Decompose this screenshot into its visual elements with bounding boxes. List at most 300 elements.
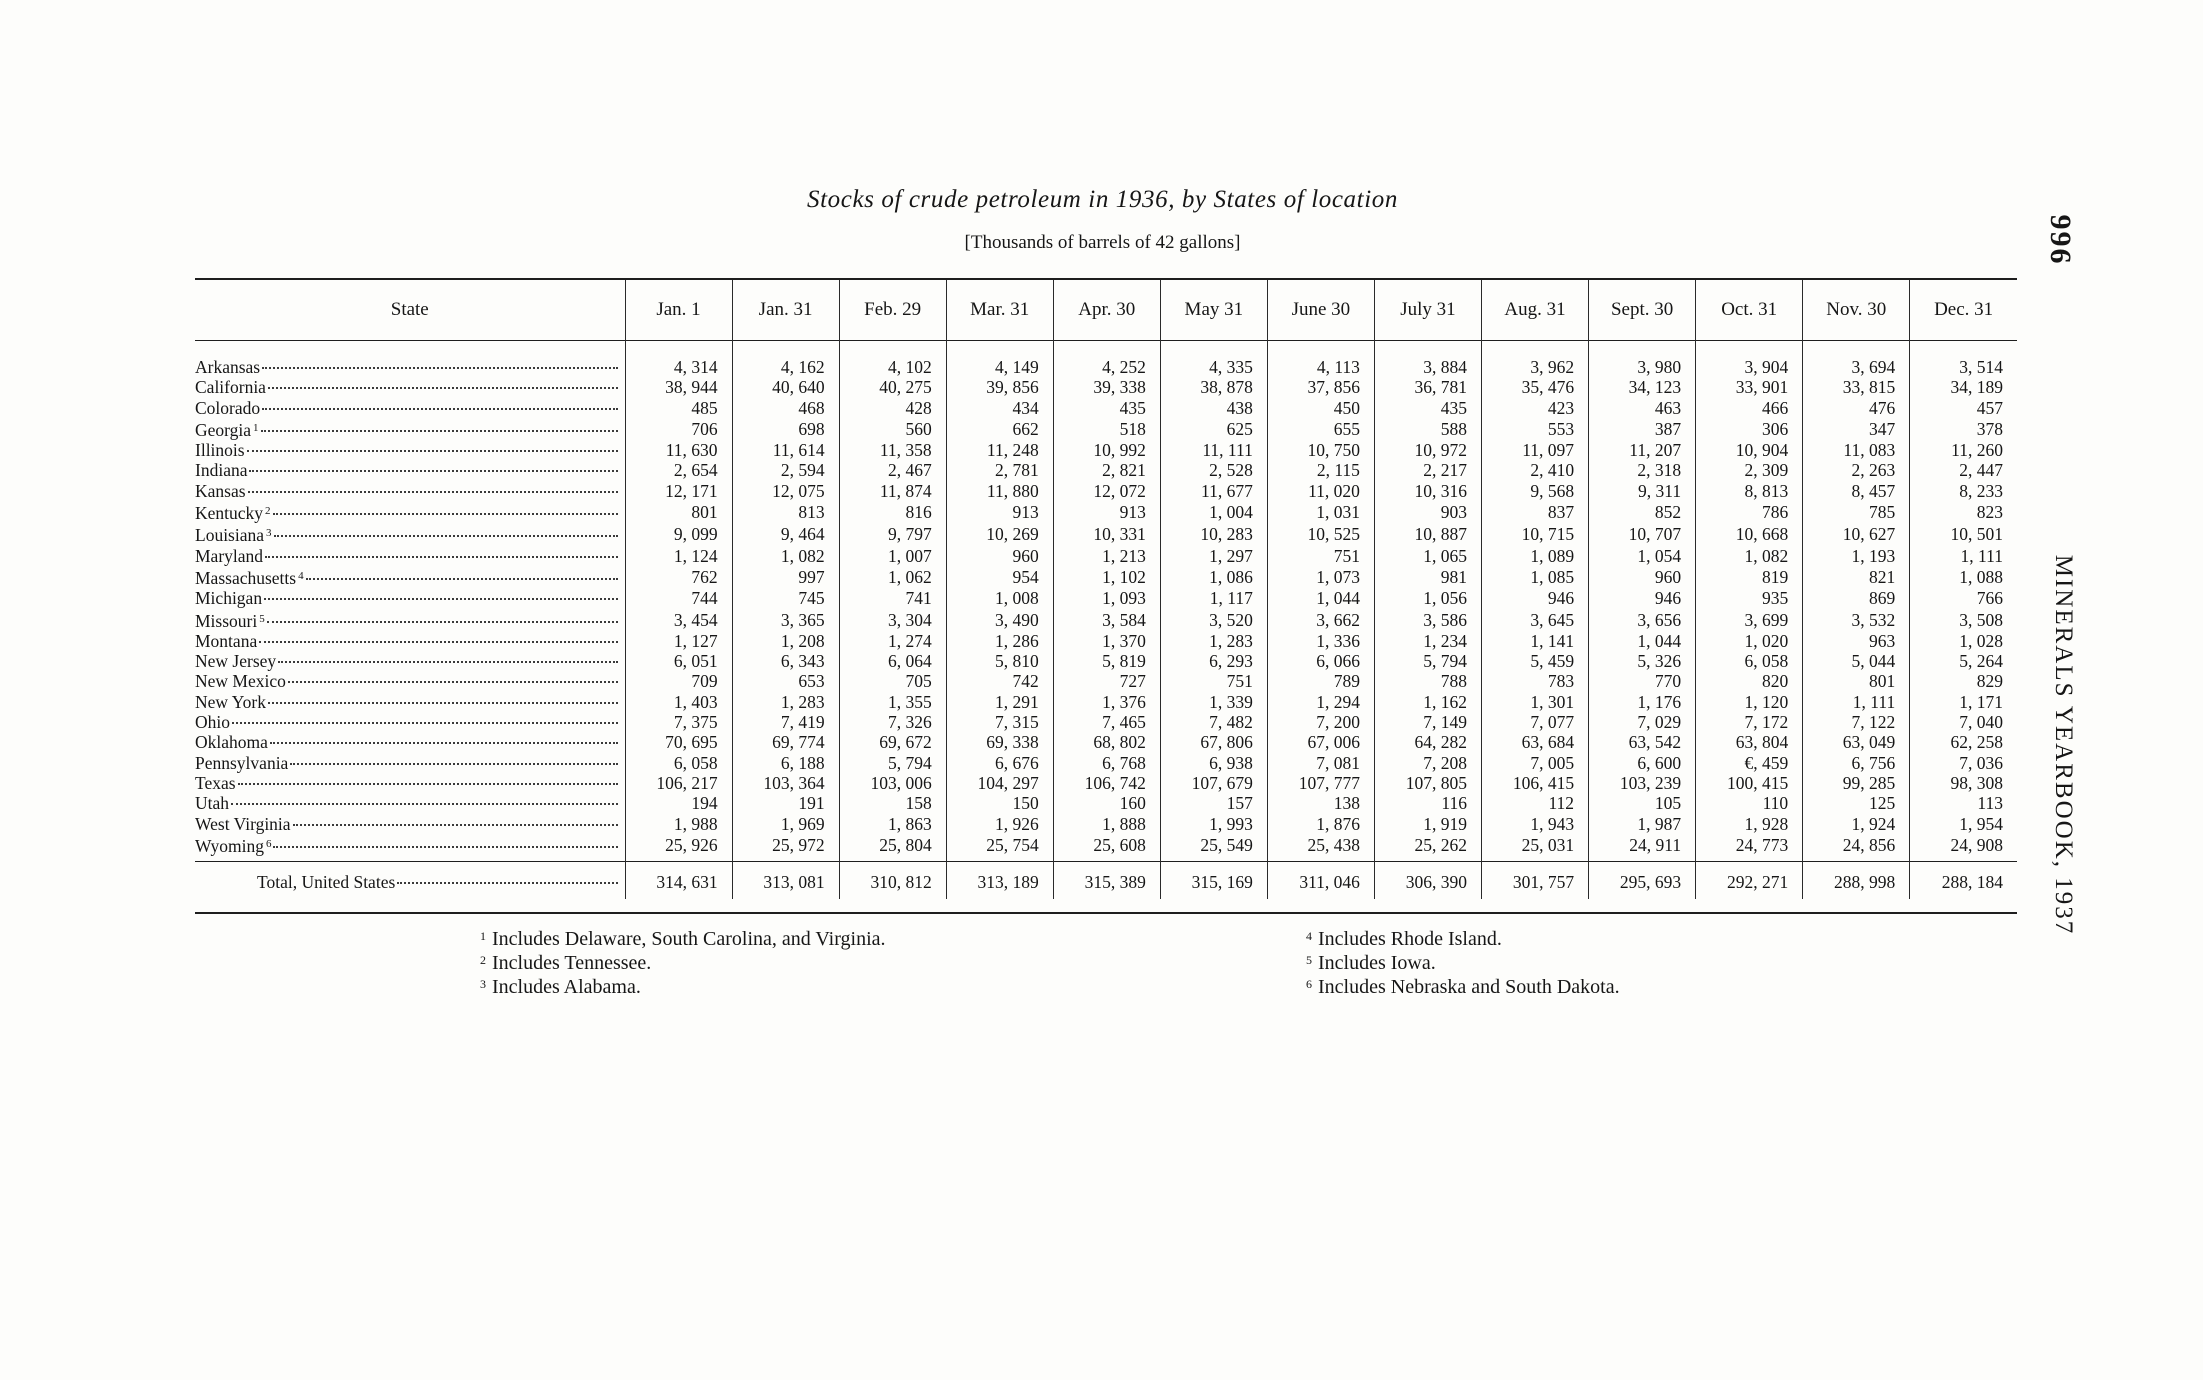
- value-cell: 1, 117: [1160, 588, 1267, 608]
- state-name-text: Kansas: [195, 480, 246, 501]
- value-cell: 1, 093: [1053, 588, 1160, 608]
- state-name: [195, 357, 260, 377]
- value-cell: 6, 343: [732, 651, 839, 671]
- footnote-text: Includes Iowa.: [1318, 952, 1436, 974]
- value-cell: 25, 549: [1160, 834, 1267, 856]
- value-cell: 1, 082: [1696, 546, 1803, 566]
- value-cell: 11, 248: [946, 440, 1053, 460]
- state-name: [195, 631, 257, 651]
- value-cell: 63, 049: [1803, 732, 1910, 752]
- value-cell: 981: [1374, 566, 1481, 588]
- value-cell: 1, 193: [1803, 546, 1910, 566]
- value-cell: 69, 672: [839, 732, 946, 752]
- state-name-cell: [195, 732, 625, 752]
- dot-leader: [306, 578, 618, 580]
- value-cell: 1, 044: [1267, 588, 1374, 608]
- value-cell: 4, 314: [625, 357, 732, 377]
- state-name-text: Indiana: [195, 460, 248, 481]
- value-cell: 7, 375: [625, 712, 732, 732]
- state-name-text: Arkansas: [195, 357, 261, 377]
- state-name-cell: [195, 460, 625, 480]
- value-cell: 727: [1053, 671, 1160, 691]
- value-cell: 63, 542: [1589, 732, 1696, 752]
- value-cell: 5, 264: [1910, 651, 2017, 671]
- value-cell: 11, 874: [839, 481, 946, 501]
- value-cell: 1, 370: [1053, 631, 1160, 651]
- state-name-cell: [195, 566, 625, 588]
- dot-leader: [231, 803, 617, 805]
- value-cell: 7, 149: [1374, 712, 1481, 732]
- state-name-text: New York: [195, 691, 266, 712]
- spacer-cell: [946, 856, 1053, 865]
- spacer-cell: [1374, 340, 1481, 357]
- value-cell: 1, 274: [839, 631, 946, 651]
- value-cell: 1, 086: [1160, 566, 1267, 588]
- value-cell: 1, 141: [1482, 631, 1589, 651]
- state-name-text: Utah: [195, 793, 230, 814]
- table-row: [195, 501, 2017, 523]
- value-cell: 33, 901: [1696, 377, 1803, 397]
- state-leader: [195, 398, 618, 418]
- value-cell: 770: [1589, 671, 1696, 691]
- value-cell: 1, 007: [839, 546, 946, 566]
- value-cell: 5, 044: [1803, 651, 1910, 671]
- state-leader: [195, 546, 618, 566]
- value-cell: 3, 490: [946, 609, 1053, 631]
- state-leader: [195, 377, 618, 397]
- dot-leader: [278, 661, 617, 663]
- table-subtitle: [Thousands of barrels of 42 gallons]: [964, 232, 1241, 253]
- value-cell: 25, 438: [1267, 834, 1374, 856]
- value-cell: 387: [1589, 418, 1696, 440]
- value-cell: 786: [1696, 501, 1803, 523]
- footnote: [1306, 926, 1620, 950]
- footnote: [1306, 950, 1620, 974]
- value-cell: 3, 584: [1053, 609, 1160, 631]
- value-cell: 3, 699: [1696, 609, 1803, 631]
- value-cell: 1, 062: [839, 566, 946, 588]
- value-cell: 6, 756: [1803, 753, 1910, 773]
- spacer-cell: [1267, 856, 1374, 865]
- table-row: [195, 712, 2017, 732]
- state-name-text: Illinois: [195, 440, 245, 461]
- spacer-cell: [1589, 340, 1696, 357]
- table-bottom-rule: [195, 912, 2017, 914]
- value-cell: 476: [1803, 398, 1910, 418]
- value-cell: 6, 938: [1160, 753, 1267, 773]
- value-cell: 816: [839, 501, 946, 523]
- value-cell: 12, 171: [625, 481, 732, 501]
- value-cell: 1, 888: [1053, 814, 1160, 834]
- value-cell: 4, 149: [946, 357, 1053, 377]
- value-cell: 106, 415: [1482, 773, 1589, 793]
- value-cell: 40, 640: [732, 377, 839, 397]
- value-cell: 3, 454: [625, 609, 732, 631]
- value-cell: 963: [1803, 631, 1910, 651]
- value-cell: 99, 285: [1803, 773, 1910, 793]
- total-value-cell: 288, 998: [1803, 865, 1910, 899]
- value-cell: 7, 040: [1910, 712, 2017, 732]
- value-cell: 3, 884: [1374, 357, 1481, 377]
- value-cell: 960: [1589, 566, 1696, 588]
- table-row: [195, 377, 2017, 397]
- value-cell: 194: [625, 793, 732, 813]
- value-cell: 24, 911: [1589, 834, 1696, 856]
- state-leader: [195, 631, 618, 651]
- value-cell: 4, 113: [1267, 357, 1374, 377]
- footnote-mark: 3: [480, 977, 486, 991]
- value-cell: 7, 208: [1374, 753, 1481, 773]
- dot-leader: [261, 430, 618, 432]
- value-cell: 997: [732, 566, 839, 588]
- value-cell: 788: [1374, 671, 1481, 691]
- value-cell: 112: [1482, 793, 1589, 813]
- value-cell: 6, 058: [1696, 651, 1803, 671]
- state-name-cell: [195, 773, 625, 793]
- value-cell: 10, 904: [1696, 440, 1803, 460]
- value-cell: 11, 207: [1589, 440, 1696, 460]
- value-cell: 2, 217: [1374, 460, 1481, 480]
- value-cell: 1, 111: [1910, 546, 2017, 566]
- dot-leader: [247, 450, 618, 452]
- running-head-text: MINERALS YEARBOOK, 1937: [2050, 554, 2077, 936]
- footnote-mark: 5: [1306, 953, 1312, 967]
- value-cell: 1, 993: [1160, 814, 1267, 834]
- value-cell: 5, 326: [1589, 651, 1696, 671]
- state-name: [195, 546, 263, 566]
- table-row: [195, 523, 2017, 545]
- value-cell: 852: [1589, 501, 1696, 523]
- spacer-row: [195, 340, 2017, 357]
- value-cell: 946: [1482, 588, 1589, 608]
- value-cell: 789: [1267, 671, 1374, 691]
- value-cell: 63, 804: [1696, 732, 1803, 752]
- value-cell: 160: [1053, 793, 1160, 813]
- total-row: [195, 865, 2017, 899]
- state-leader: [195, 440, 618, 460]
- state-name-text: New Jersey: [195, 651, 277, 672]
- state-leader: [195, 692, 618, 712]
- value-cell: 67, 006: [1267, 732, 1374, 752]
- state-leader: [195, 501, 618, 523]
- value-cell: 1, 008: [946, 588, 1053, 608]
- value-cell: 8, 233: [1910, 481, 2017, 501]
- header-date: Mar. 31: [946, 280, 1053, 340]
- value-cell: 1, 031: [1267, 501, 1374, 523]
- value-cell: 903: [1374, 501, 1481, 523]
- value-cell: 25, 031: [1482, 834, 1589, 856]
- value-cell: 1, 294: [1267, 692, 1374, 712]
- value-cell: 10, 331: [1053, 523, 1160, 545]
- value-cell: 7, 036: [1910, 753, 2017, 773]
- state-name-text: Colorado: [195, 397, 261, 418]
- value-cell: 3, 694: [1803, 357, 1910, 377]
- value-cell: 40, 275: [839, 377, 946, 397]
- total-value-cell: 315, 389: [1053, 865, 1160, 899]
- value-cell: 39, 856: [946, 377, 1053, 397]
- value-cell: 2, 781: [946, 460, 1053, 480]
- total-value-cell: 313, 189: [946, 865, 1053, 899]
- header-date: June 30: [1267, 280, 1374, 340]
- value-cell: 946: [1589, 588, 1696, 608]
- header-date: Apr. 30: [1053, 280, 1160, 340]
- state-leader: [195, 651, 618, 671]
- state-name-cell: [195, 671, 625, 691]
- value-cell: 11, 677: [1160, 481, 1267, 501]
- value-cell: 1, 020: [1696, 631, 1803, 651]
- header-date: July 31: [1374, 280, 1481, 340]
- value-cell: 25, 804: [839, 834, 946, 856]
- value-cell: 954: [946, 566, 1053, 588]
- state-name-text: Wyoming: [195, 835, 264, 856]
- value-cell: 10, 283: [1160, 523, 1267, 545]
- dot-leader: [288, 681, 618, 683]
- state-name: [195, 440, 245, 460]
- value-cell: 820: [1696, 671, 1803, 691]
- value-cell: 8, 457: [1803, 481, 1910, 501]
- value-cell: 6, 600: [1589, 753, 1696, 773]
- footnote-ref: 3: [266, 527, 272, 540]
- value-cell: 158: [839, 793, 946, 813]
- value-cell: 823: [1910, 501, 2017, 523]
- value-cell: 38, 878: [1160, 377, 1267, 397]
- value-cell: 705: [839, 671, 946, 691]
- value-cell: 10, 501: [1910, 523, 2017, 545]
- value-cell: 1, 213: [1053, 546, 1160, 566]
- table-row: [195, 398, 2017, 418]
- footnotes-left: [480, 926, 886, 998]
- value-cell: 4, 252: [1053, 357, 1160, 377]
- value-cell: 70, 695: [625, 732, 732, 752]
- value-cell: 869: [1803, 588, 1910, 608]
- value-cell: 821: [1803, 566, 1910, 588]
- value-cell: 11, 614: [732, 440, 839, 460]
- value-cell: 138: [1267, 793, 1374, 813]
- state-leader: [195, 588, 618, 608]
- value-cell: 3, 304: [839, 609, 946, 631]
- spacer-cell: [1696, 340, 1803, 357]
- value-cell: 1, 283: [732, 692, 839, 712]
- value-cell: 107, 777: [1267, 773, 1374, 793]
- value-cell: 1, 208: [732, 631, 839, 651]
- table-row: [195, 460, 2017, 480]
- value-cell: 378: [1910, 418, 2017, 440]
- value-cell: 3, 532: [1803, 609, 1910, 631]
- table-row: [195, 440, 2017, 460]
- spacer-row: [195, 856, 2017, 865]
- footnote-ref: 4: [298, 569, 304, 582]
- value-cell: 1, 056: [1374, 588, 1481, 608]
- value-cell: 1, 336: [1267, 631, 1374, 651]
- state-leader: [195, 566, 618, 588]
- state-name: [195, 460, 247, 480]
- table-row: [195, 773, 2017, 793]
- value-cell: 837: [1482, 501, 1589, 523]
- value-cell: 1, 176: [1589, 692, 1696, 712]
- footnote-ref: 6: [265, 837, 272, 850]
- spacer-cell: [625, 856, 732, 865]
- table-row: [195, 609, 2017, 631]
- spacer-cell: [1589, 856, 1696, 865]
- value-cell: 4, 102: [839, 357, 946, 377]
- state-leader: [195, 834, 618, 856]
- dot-leader: [290, 763, 617, 765]
- spacer-cell: [1696, 856, 1803, 865]
- value-cell: 9, 797: [839, 523, 946, 545]
- value-cell: 1, 082: [732, 546, 839, 566]
- value-cell: 67, 806: [1160, 732, 1267, 752]
- value-cell: 11, 260: [1910, 440, 2017, 460]
- value-cell: 11, 111: [1160, 440, 1267, 460]
- value-cell: 11, 358: [839, 440, 946, 460]
- value-cell: 1, 085: [1482, 566, 1589, 588]
- state-name: [195, 753, 288, 773]
- state-name: [195, 566, 304, 588]
- value-cell: 5, 819: [1053, 651, 1160, 671]
- dot-leader: [232, 722, 618, 724]
- value-cell: 39, 338: [1053, 377, 1160, 397]
- footnote-mark: 2: [480, 953, 486, 967]
- value-cell: 744: [625, 588, 732, 608]
- value-cell: 560: [839, 418, 946, 440]
- value-cell: 1, 171: [1910, 692, 2017, 712]
- total-value-cell: 288, 184: [1910, 865, 2017, 899]
- value-cell: 3, 365: [732, 609, 839, 631]
- value-cell: 106, 742: [1053, 773, 1160, 793]
- value-cell: 428: [839, 398, 946, 418]
- total-value-cell: 311, 046: [1267, 865, 1374, 899]
- value-cell: 3, 508: [1910, 609, 2017, 631]
- table-row: [195, 357, 2017, 377]
- value-cell: 106, 217: [625, 773, 732, 793]
- value-cell: 35, 476: [1482, 377, 1589, 397]
- table-row: [195, 546, 2017, 566]
- state-leader: [195, 712, 618, 732]
- value-cell: 1, 283: [1160, 631, 1267, 651]
- state-name-text: Missouri: [195, 610, 258, 631]
- value-cell: 485: [625, 398, 732, 418]
- value-cell: 435: [1374, 398, 1481, 418]
- state-name-cell: [195, 793, 625, 813]
- state-name: [195, 793, 229, 813]
- footnote-text: Includes Rhode Island.: [1318, 928, 1502, 950]
- state-name: [195, 523, 272, 545]
- total-value-cell: 313, 081: [732, 865, 839, 899]
- state-name: [195, 814, 291, 834]
- state-name: [195, 588, 262, 608]
- state-leader: [195, 732, 618, 752]
- value-cell: 25, 754: [946, 834, 1053, 856]
- total-value-cell: 310, 812: [839, 865, 946, 899]
- value-cell: 10, 627: [1803, 523, 1910, 545]
- state-name: [195, 773, 236, 793]
- state-name-text: Massachusetts: [195, 567, 297, 588]
- state-name-text: Montana: [195, 630, 258, 651]
- value-cell: 1, 111: [1803, 692, 1910, 712]
- header-date: Jan. 31: [732, 280, 839, 340]
- spacer-cell: [732, 856, 839, 865]
- state-name-cell: [195, 814, 625, 834]
- value-cell: €, 459: [1696, 753, 1803, 773]
- table-row: [195, 814, 2017, 834]
- footnote-ref: 2: [265, 505, 271, 518]
- state-leader: [195, 872, 618, 892]
- value-cell: 1, 162: [1374, 692, 1481, 712]
- value-cell: 742: [946, 671, 1053, 691]
- table-row: [195, 793, 2017, 813]
- state-name: [195, 377, 266, 397]
- table-row: [195, 418, 2017, 440]
- value-cell: 103, 239: [1589, 773, 1696, 793]
- value-cell: 2, 263: [1803, 460, 1910, 480]
- state-name: [195, 692, 266, 712]
- value-cell: 6, 768: [1053, 753, 1160, 773]
- value-cell: 1, 073: [1267, 566, 1374, 588]
- value-cell: 10, 668: [1696, 523, 1803, 545]
- state-leader: [195, 773, 618, 793]
- value-cell: 913: [1053, 501, 1160, 523]
- value-cell: 751: [1267, 546, 1374, 566]
- value-cell: 3, 586: [1374, 609, 1481, 631]
- spacer-cell: [195, 340, 625, 357]
- value-cell: 1, 291: [946, 692, 1053, 712]
- spacer-cell: [1482, 340, 1589, 357]
- value-cell: 7, 419: [732, 712, 839, 732]
- value-cell: 1, 924: [1803, 814, 1910, 834]
- header-date: Sept. 30: [1589, 280, 1696, 340]
- value-cell: 762: [625, 566, 732, 588]
- header-state: State: [390, 298, 429, 320]
- value-cell: 5, 794: [839, 753, 946, 773]
- header-date: Jan. 1: [625, 280, 732, 340]
- value-cell: 2, 410: [1482, 460, 1589, 480]
- value-cell: 116: [1374, 793, 1481, 813]
- state-leader: [195, 814, 618, 834]
- value-cell: 2, 467: [839, 460, 946, 480]
- value-cell: 150: [946, 793, 1053, 813]
- value-cell: 12, 072: [1053, 481, 1160, 501]
- state-name-cell: [195, 440, 625, 460]
- state-name-cell: [195, 588, 625, 608]
- state-name-cell: [195, 609, 625, 631]
- header-date: Oct. 31: [1696, 280, 1803, 340]
- value-cell: 518: [1053, 418, 1160, 440]
- value-cell: 25, 926: [625, 834, 732, 856]
- footnote: [480, 974, 886, 998]
- value-cell: 3, 904: [1696, 357, 1803, 377]
- header-date: Dec. 31: [1910, 280, 2017, 340]
- spacer-cell: [1160, 856, 1267, 865]
- value-cell: 7, 200: [1267, 712, 1374, 732]
- spacer-cell: [1053, 856, 1160, 865]
- value-cell: 1, 044: [1589, 631, 1696, 651]
- value-cell: 741: [839, 588, 946, 608]
- state-name: [195, 834, 271, 856]
- table-header-row: [195, 280, 2017, 340]
- value-cell: 6, 058: [625, 753, 732, 773]
- spacer-cell: [839, 856, 946, 865]
- value-cell: 653: [732, 671, 839, 691]
- value-cell: 11, 097: [1482, 440, 1589, 460]
- state-name-text: Ohio: [195, 712, 230, 733]
- value-cell: 62, 258: [1910, 732, 2017, 752]
- state-name-text: Kentucky: [195, 503, 264, 524]
- dot-leader: [262, 367, 617, 369]
- value-cell: 655: [1267, 418, 1374, 440]
- total-value-cell: 292, 271: [1696, 865, 1803, 899]
- state-name-cell: [195, 692, 625, 712]
- state-name-cell: [195, 865, 625, 899]
